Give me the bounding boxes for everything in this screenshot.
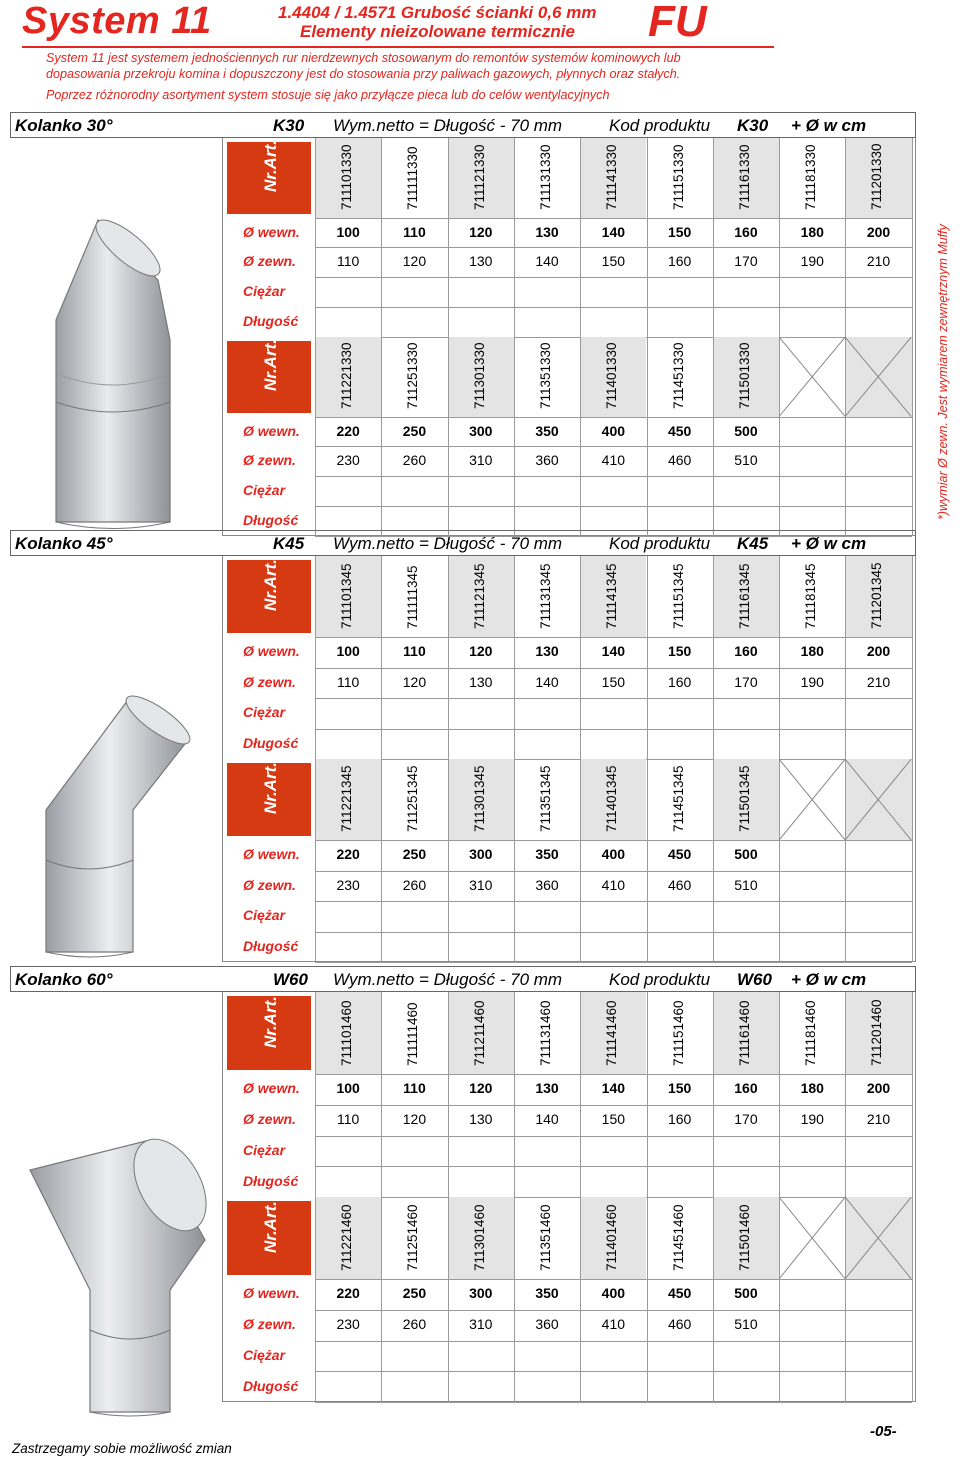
value-outer: 140 bbox=[535, 1111, 559, 1128]
value-outer: 410 bbox=[601, 1316, 626, 1333]
value-outer: 260 bbox=[402, 876, 427, 893]
row-divider bbox=[315, 871, 912, 872]
nr-art-label: Nr.Art. bbox=[261, 338, 280, 391]
column-divider bbox=[912, 556, 913, 759]
section-short: W60 bbox=[273, 970, 308, 989]
value-inner: 350 bbox=[535, 846, 559, 863]
value-outer: 460 bbox=[667, 876, 692, 893]
value-inner: 250 bbox=[402, 846, 427, 863]
row-divider bbox=[315, 1371, 912, 1372]
value-inner: 300 bbox=[469, 846, 493, 863]
elbow-45-illustration bbox=[38, 690, 198, 960]
value-outer: 140 bbox=[535, 673, 559, 690]
value-outer: 160 bbox=[667, 253, 692, 270]
value-outer: 510 bbox=[734, 1316, 758, 1333]
row-divider bbox=[315, 901, 912, 902]
row-divider bbox=[315, 1136, 912, 1137]
value-outer: 170 bbox=[734, 673, 758, 690]
section-table bbox=[222, 992, 916, 1402]
section-code-label: Kod produktu bbox=[609, 970, 711, 989]
value-outer: 360 bbox=[535, 452, 559, 469]
article-number: 711101345 bbox=[339, 563, 354, 630]
article-number: 711181460 bbox=[803, 1000, 819, 1066]
article-number: 711151460 bbox=[670, 1000, 686, 1066]
value-inner: 180 bbox=[800, 223, 824, 240]
article-number: 711401460 bbox=[604, 1204, 620, 1271]
row-divider bbox=[315, 962, 912, 963]
value-outer: 510 bbox=[734, 452, 758, 469]
section-name: Kolanko 45° bbox=[15, 534, 113, 553]
article-number: 711251460 bbox=[405, 1204, 421, 1271]
article-number: 711151345 bbox=[670, 563, 686, 630]
row-label-inner: Ø wewn. bbox=[243, 1080, 300, 1097]
value-outer: 170 bbox=[734, 1111, 758, 1128]
header-divider bbox=[22, 46, 774, 48]
value-inner: 450 bbox=[667, 422, 692, 439]
value-outer: 190 bbox=[800, 253, 824, 270]
row-divider bbox=[315, 729, 912, 730]
nr-art-header bbox=[227, 139, 311, 214]
article-number: 711221460 bbox=[339, 1204, 354, 1271]
row-label-weight: Ciężar bbox=[243, 1141, 286, 1158]
value-inner: 140 bbox=[601, 1080, 626, 1097]
article-number: 711111460 bbox=[405, 1002, 421, 1066]
section-suffix: + Ø w cm bbox=[791, 116, 867, 135]
column-divider bbox=[912, 1197, 913, 1402]
value-outer: 510 bbox=[734, 876, 758, 893]
row-label-length: Długość bbox=[243, 512, 299, 529]
article-number: 711181345 bbox=[803, 563, 819, 630]
article-number: 711351345 bbox=[537, 765, 553, 833]
section-suffix: + Ø w cm bbox=[791, 970, 867, 989]
article-number: 711131330 bbox=[537, 144, 553, 210]
row-divider bbox=[315, 668, 912, 669]
value-inner: 250 bbox=[402, 422, 427, 439]
section-short: K45 bbox=[273, 534, 305, 553]
value-inner: 220 bbox=[336, 1285, 360, 1302]
product-subtitle: Elementy nieizolowane termicznie bbox=[300, 22, 575, 41]
value-outer: 460 bbox=[667, 1316, 692, 1333]
nr-art-header bbox=[227, 338, 311, 413]
article-number: 711401345 bbox=[604, 765, 620, 833]
value-inner: 100 bbox=[336, 643, 360, 660]
value-inner: 500 bbox=[734, 1285, 758, 1302]
value-inner: 140 bbox=[601, 223, 626, 240]
page-number: -05- bbox=[870, 1423, 897, 1440]
article-number: 711161345 bbox=[736, 563, 752, 630]
empty-cell-cross bbox=[845, 337, 911, 417]
value-inner: 500 bbox=[734, 846, 758, 863]
value-inner: 150 bbox=[667, 643, 692, 660]
row-label-weight: Ciężar bbox=[243, 907, 286, 924]
nr-art-label: Nr.Art. bbox=[261, 762, 280, 815]
elbow-60-illustration bbox=[20, 1130, 210, 1420]
row-divider bbox=[315, 247, 912, 248]
row-label-inner: Ø wewn. bbox=[243, 1285, 300, 1302]
section-header bbox=[10, 966, 916, 992]
value-inner: 200 bbox=[866, 1080, 891, 1097]
row-label-length: Długość bbox=[243, 1172, 299, 1189]
row-label-inner: Ø wewn. bbox=[243, 643, 300, 660]
article-number: 711181330 bbox=[803, 144, 819, 210]
article-number: 711351330 bbox=[537, 342, 553, 409]
value-inner: 100 bbox=[336, 223, 360, 240]
value-outer: 230 bbox=[336, 1316, 360, 1333]
section-code-label: Kod produktu bbox=[609, 116, 711, 135]
row-label-weight: Ciężar bbox=[243, 482, 286, 499]
value-outer: 110 bbox=[336, 673, 360, 690]
value-outer: 230 bbox=[336, 452, 360, 469]
value-inner: 300 bbox=[469, 1285, 493, 1302]
section-code-label: Kod produktu bbox=[609, 534, 711, 553]
article-number: 711351460 bbox=[537, 1204, 553, 1271]
row-divider bbox=[315, 932, 912, 933]
value-inner: 110 bbox=[403, 1080, 426, 1097]
article-number: 711301330 bbox=[471, 342, 487, 409]
row-label-inner: Ø wewn. bbox=[243, 422, 300, 439]
section-formula: Wym.netto = Długość - 70 mm bbox=[333, 116, 563, 135]
article-number: 711111345 bbox=[405, 565, 421, 630]
section-formula: Wym.netto = Długość - 70 mm bbox=[333, 970, 563, 989]
article-number: 711161460 bbox=[736, 1000, 752, 1066]
footer-note: Zastrzegamy sobie możliwość zmian bbox=[12, 1441, 232, 1456]
nr-art-header bbox=[227, 560, 311, 633]
row-label-weight: Ciężar bbox=[243, 283, 286, 300]
row-label-length: Długość bbox=[243, 1377, 299, 1394]
value-outer: 130 bbox=[469, 673, 493, 690]
article-number: 711501460 bbox=[736, 1204, 752, 1271]
value-outer: 140 bbox=[535, 253, 559, 270]
article-number: 711121345 bbox=[471, 563, 487, 630]
row-divider bbox=[315, 218, 912, 219]
value-inner: 120 bbox=[469, 643, 493, 660]
nr-art-header bbox=[227, 1201, 311, 1275]
article-number: 711141345 bbox=[604, 563, 620, 630]
value-outer: 210 bbox=[866, 1111, 891, 1128]
nr-art-header bbox=[227, 763, 311, 836]
value-inner: 220 bbox=[336, 422, 360, 439]
column-divider bbox=[912, 992, 913, 1197]
value-inner: 450 bbox=[667, 1285, 692, 1302]
article-number: 711211460 bbox=[471, 1000, 487, 1066]
article-number: 711501345 bbox=[736, 765, 752, 833]
article-number: 711451330 bbox=[670, 342, 686, 409]
row-label-outer: Ø zewn. bbox=[243, 253, 296, 270]
section-code: W60 bbox=[737, 970, 772, 989]
article-number: 711101330 bbox=[339, 144, 354, 210]
value-outer: 210 bbox=[866, 673, 891, 690]
row-divider bbox=[315, 840, 912, 841]
empty-cell-cross bbox=[845, 759, 911, 840]
row-divider bbox=[315, 1402, 912, 1403]
article-number: 711131460 bbox=[537, 1000, 553, 1066]
row-divider bbox=[315, 1310, 912, 1311]
article-number: 711111330 bbox=[405, 146, 421, 210]
section-name: Kolanko 60° bbox=[15, 970, 113, 989]
value-inner: 110 bbox=[403, 223, 426, 240]
elbow-30-illustration bbox=[38, 150, 198, 530]
empty-cell-cross bbox=[779, 759, 845, 840]
value-inner: 300 bbox=[469, 422, 493, 439]
row-label-length: Długość bbox=[243, 313, 299, 330]
value-outer: 410 bbox=[601, 452, 626, 469]
value-inner: 100 bbox=[336, 1080, 360, 1097]
value-inner: 180 bbox=[800, 1080, 824, 1097]
article-number: 711401330 bbox=[604, 342, 620, 409]
article-number: 711201460 bbox=[869, 999, 885, 1066]
value-inner: 140 bbox=[601, 643, 626, 660]
value-inner: 500 bbox=[734, 422, 758, 439]
article-number: 711251330 bbox=[405, 342, 421, 409]
section-code: K30 bbox=[737, 116, 769, 135]
value-outer: 160 bbox=[667, 673, 692, 690]
value-inner: 130 bbox=[535, 643, 559, 660]
value-outer: 260 bbox=[402, 1316, 427, 1333]
value-inner: 450 bbox=[667, 846, 692, 863]
article-number: 711201345 bbox=[869, 562, 885, 630]
value-outer: 120 bbox=[402, 253, 427, 270]
value-outer: 190 bbox=[800, 1111, 824, 1128]
row-label-weight: Ciężar bbox=[243, 1346, 286, 1363]
article-number: 711301345 bbox=[471, 765, 487, 833]
row-label-outer: Ø zewn. bbox=[243, 452, 296, 469]
row-label-length: Długość bbox=[243, 937, 299, 954]
row-divider bbox=[315, 417, 912, 418]
section-formula: Wym.netto = Długość - 70 mm bbox=[333, 534, 563, 553]
row-divider bbox=[315, 1341, 912, 1342]
value-inner: 110 bbox=[403, 643, 426, 660]
row-divider bbox=[315, 446, 912, 447]
row-divider bbox=[315, 506, 912, 507]
row-label-outer: Ø zewn. bbox=[243, 876, 296, 893]
value-inner: 130 bbox=[535, 1080, 559, 1097]
row-label-weight: Ciężar bbox=[243, 704, 286, 721]
article-number: 711121330 bbox=[471, 144, 487, 210]
article-number: 711251345 bbox=[405, 765, 421, 833]
value-outer: 130 bbox=[469, 253, 493, 270]
nr-art-label: Nr.Art. bbox=[261, 1201, 280, 1253]
article-number: 711221345 bbox=[339, 765, 354, 833]
nr-art-label: Nr.Art. bbox=[261, 996, 280, 1048]
row-divider bbox=[315, 698, 912, 699]
value-inner: 400 bbox=[601, 846, 626, 863]
side-note: *)wymiar Ø zewn. Jest wymiarem zewnętrznym Muffy bbox=[936, 224, 950, 520]
empty-cell-cross bbox=[779, 1197, 845, 1279]
value-inner: 150 bbox=[667, 223, 692, 240]
value-outer: 360 bbox=[535, 1316, 559, 1333]
product-code: FU bbox=[648, 0, 707, 46]
value-outer: 190 bbox=[800, 673, 824, 690]
section-suffix: + Ø w cm bbox=[791, 534, 867, 553]
value-inner: 400 bbox=[601, 1285, 626, 1302]
article-number: 711101460 bbox=[339, 1000, 354, 1066]
value-outer: 160 bbox=[667, 1111, 692, 1128]
value-inner: 160 bbox=[734, 643, 758, 660]
empty-cell-cross bbox=[845, 1197, 911, 1279]
article-number: 711151330 bbox=[670, 144, 686, 210]
value-outer: 210 bbox=[866, 253, 891, 270]
value-inner: 200 bbox=[866, 223, 891, 240]
article-number: 711131345 bbox=[537, 563, 553, 630]
material-spec: 1.4404 / 1.4571 Grubość ścianki 0,6 mm bbox=[278, 3, 597, 22]
article-number: 711301460 bbox=[471, 1204, 487, 1271]
value-inner: 150 bbox=[667, 1080, 692, 1097]
value-outer: 130 bbox=[469, 1111, 493, 1128]
column-divider bbox=[912, 337, 913, 536]
value-inner: 400 bbox=[601, 422, 626, 439]
value-outer: 460 bbox=[667, 452, 692, 469]
nr-art-label: Nr.Art. bbox=[261, 139, 280, 192]
intro-line-3: Poprzez różnorodny asortyment system stosuje się jako przyłącze pieca lub do celów wentylacyjnych bbox=[46, 88, 610, 102]
section-table bbox=[222, 138, 916, 536]
page-title: System 11 bbox=[22, 0, 212, 42]
article-number: 711161330 bbox=[736, 144, 752, 210]
article-number: 711451460 bbox=[670, 1204, 686, 1271]
value-inner: 180 bbox=[800, 643, 824, 660]
nr-art-header bbox=[227, 996, 311, 1070]
value-outer: 310 bbox=[469, 452, 493, 469]
value-inner: 160 bbox=[734, 1080, 758, 1097]
intro-line-2: dopasowania przekroju komina i dopuszczony jest do stosowania przy paliwach gazowych, płynnych oraz stałych. bbox=[46, 67, 681, 81]
row-label-inner: Ø wewn. bbox=[243, 846, 300, 863]
section-code: K45 bbox=[737, 534, 769, 553]
section-short: K30 bbox=[273, 116, 305, 135]
article-number: 711221330 bbox=[339, 342, 354, 409]
value-outer: 170 bbox=[734, 253, 758, 270]
row-label-length: Długość bbox=[243, 734, 299, 751]
value-inner: 220 bbox=[336, 846, 360, 863]
value-outer: 410 bbox=[601, 876, 626, 893]
row-divider bbox=[315, 1105, 912, 1106]
row-label-outer: Ø zewn. bbox=[243, 673, 296, 690]
row-divider bbox=[315, 476, 912, 477]
value-inner: 350 bbox=[535, 422, 559, 439]
intro-line-1: System 11 jest systemem jednościennych rur nierdzewnych stosowanym do remontów systemów kominowych lub bbox=[46, 51, 681, 65]
article-number: 711501330 bbox=[736, 342, 752, 409]
section-header bbox=[10, 530, 916, 556]
value-inner: 120 bbox=[469, 1080, 493, 1097]
value-outer: 310 bbox=[469, 1316, 493, 1333]
value-outer: 260 bbox=[402, 452, 427, 469]
row-divider bbox=[315, 1074, 912, 1075]
row-divider bbox=[315, 307, 912, 308]
row-divider bbox=[315, 637, 912, 638]
value-inner: 250 bbox=[402, 1285, 427, 1302]
row-label-inner: Ø wewn. bbox=[243, 223, 300, 240]
row-divider bbox=[315, 277, 912, 278]
row-divider bbox=[315, 1279, 912, 1280]
nr-art-label: Nr.Art. bbox=[261, 559, 280, 612]
value-outer: 150 bbox=[601, 1111, 626, 1128]
value-outer: 120 bbox=[402, 1111, 427, 1128]
value-inner: 130 bbox=[535, 223, 559, 240]
section-header bbox=[10, 112, 916, 138]
value-outer: 110 bbox=[336, 1111, 360, 1128]
value-inner: 350 bbox=[535, 1285, 559, 1302]
section-table bbox=[222, 556, 916, 962]
column-divider bbox=[912, 138, 913, 337]
value-inner: 120 bbox=[469, 223, 493, 240]
value-inner: 200 bbox=[866, 643, 891, 660]
article-number: 711201330 bbox=[869, 143, 885, 210]
empty-cell-cross bbox=[779, 337, 845, 417]
value-outer: 310 bbox=[469, 876, 493, 893]
column-divider bbox=[912, 759, 913, 962]
article-number: 711141460 bbox=[604, 1000, 620, 1066]
article-number: 711141330 bbox=[604, 144, 620, 210]
section-name: Kolanko 30° bbox=[15, 116, 113, 135]
value-outer: 150 bbox=[601, 253, 626, 270]
row-divider bbox=[315, 1166, 912, 1167]
value-outer: 230 bbox=[336, 876, 360, 893]
value-outer: 110 bbox=[336, 253, 360, 270]
row-label-outer: Ø zewn. bbox=[243, 1316, 296, 1333]
value-outer: 120 bbox=[402, 673, 427, 690]
article-number: 711451345 bbox=[670, 765, 686, 833]
value-outer: 150 bbox=[601, 673, 626, 690]
value-inner: 160 bbox=[734, 223, 758, 240]
value-outer: 360 bbox=[535, 876, 559, 893]
row-label-outer: Ø zewn. bbox=[243, 1111, 296, 1128]
